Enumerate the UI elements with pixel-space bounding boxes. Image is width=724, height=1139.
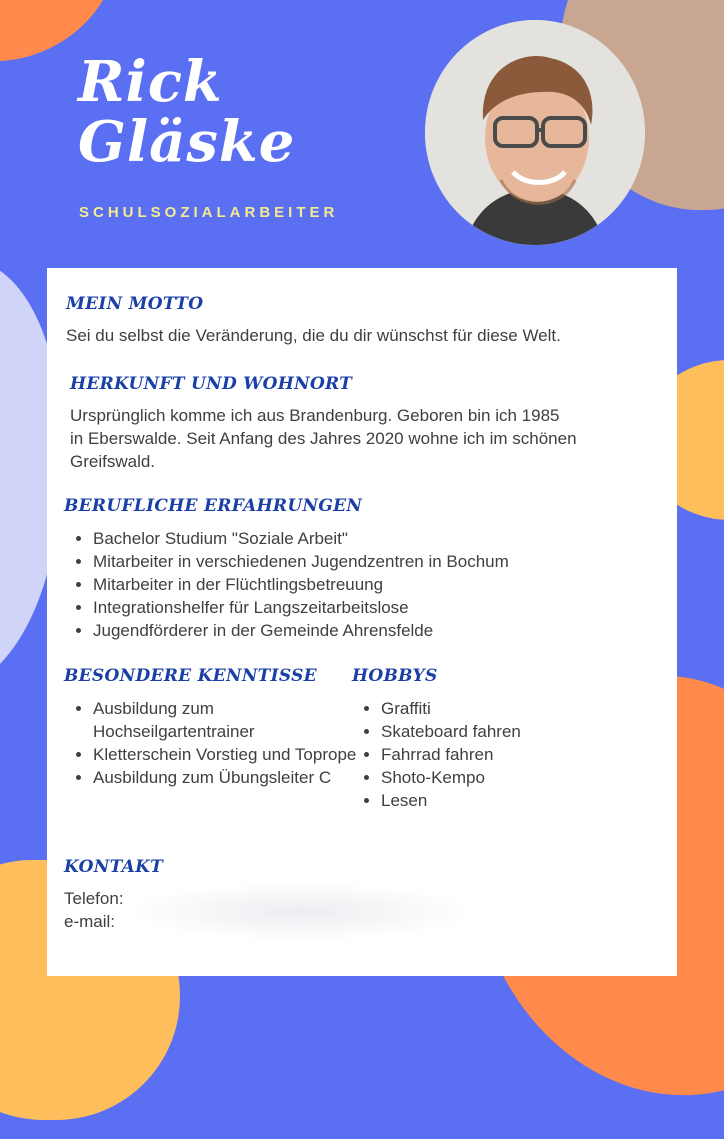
- portrait-illustration: [425, 20, 645, 245]
- list-item: • Skateboard fahren: [381, 720, 661, 743]
- list-item: • Fahrrad fahren: [381, 743, 661, 766]
- list-item: • Integrationshelfer für Langszeitarbeitslose: [93, 596, 673, 619]
- hobbys-list: [353, 697, 661, 812]
- herkunft-line: Greifswald.: [70, 452, 156, 471]
- herkunft-line: in Eberswalde. Seit Anfang des Jahres 2020 wohne ich im schönen: [70, 429, 577, 448]
- section-title-kenntnisse: BESONDERE KENNTISSE: [64, 666, 317, 686]
- phone-label: Telefon:: [64, 889, 124, 908]
- list-item: • Ausbildung zum Übungsleiter C: [93, 766, 363, 789]
- list-item: • Shoto-Kempo: [381, 766, 661, 789]
- email-label: e-mail:: [64, 912, 116, 931]
- name-first: Rick: [78, 49, 223, 115]
- section-title-hobbys: HOBBYS: [352, 666, 438, 686]
- motto-text: Sei du selbst die Veränderung, die du dir wünschst für diese Welt.: [66, 326, 561, 345]
- redacted-contact-area: [125, 882, 475, 942]
- herkunft-line: Ursprünglich komme ich aus Brandenburg. Geboren bin ich 1985: [70, 406, 560, 425]
- beruf-list: [65, 527, 673, 642]
- section-title-herkunft: HERKUNFT UND WOHNORT: [70, 374, 353, 394]
- list-item: • Kletterschein Vorstieg und Toprope: [93, 743, 363, 766]
- herkunft-text: [70, 404, 670, 473]
- kenntnisse-list: [65, 697, 363, 789]
- list-item: • Graffiti: [381, 697, 661, 720]
- list-item: • Jugendförderer in der Gemeinde Ahrensfelde: [93, 619, 673, 642]
- section-title-kontakt: KONTAKT: [64, 857, 164, 877]
- section-title-beruf: BERUFLICHE ERFAHRUNGEN: [64, 496, 363, 516]
- person-name: [78, 49, 296, 175]
- name-last: Gläske: [78, 109, 296, 175]
- list-item: • Bachelor Studium "Soziale Arbeit": [93, 527, 673, 550]
- list-item: • Mitarbeiter in der Flüchtlingsbetreuung: [93, 573, 673, 596]
- section-title-motto: MEIN MOTTO: [66, 294, 204, 314]
- list-item: • Ausbildung zum Hochseilgartentrainer: [93, 697, 363, 743]
- list-item: • Lesen: [381, 789, 661, 812]
- list-item: • Mitarbeiter in verschiedenen Jugendzentren in Bochum: [93, 550, 673, 573]
- job-title: SCHULSOZIALARBEITER: [79, 204, 339, 221]
- portrait-photo: [425, 20, 645, 245]
